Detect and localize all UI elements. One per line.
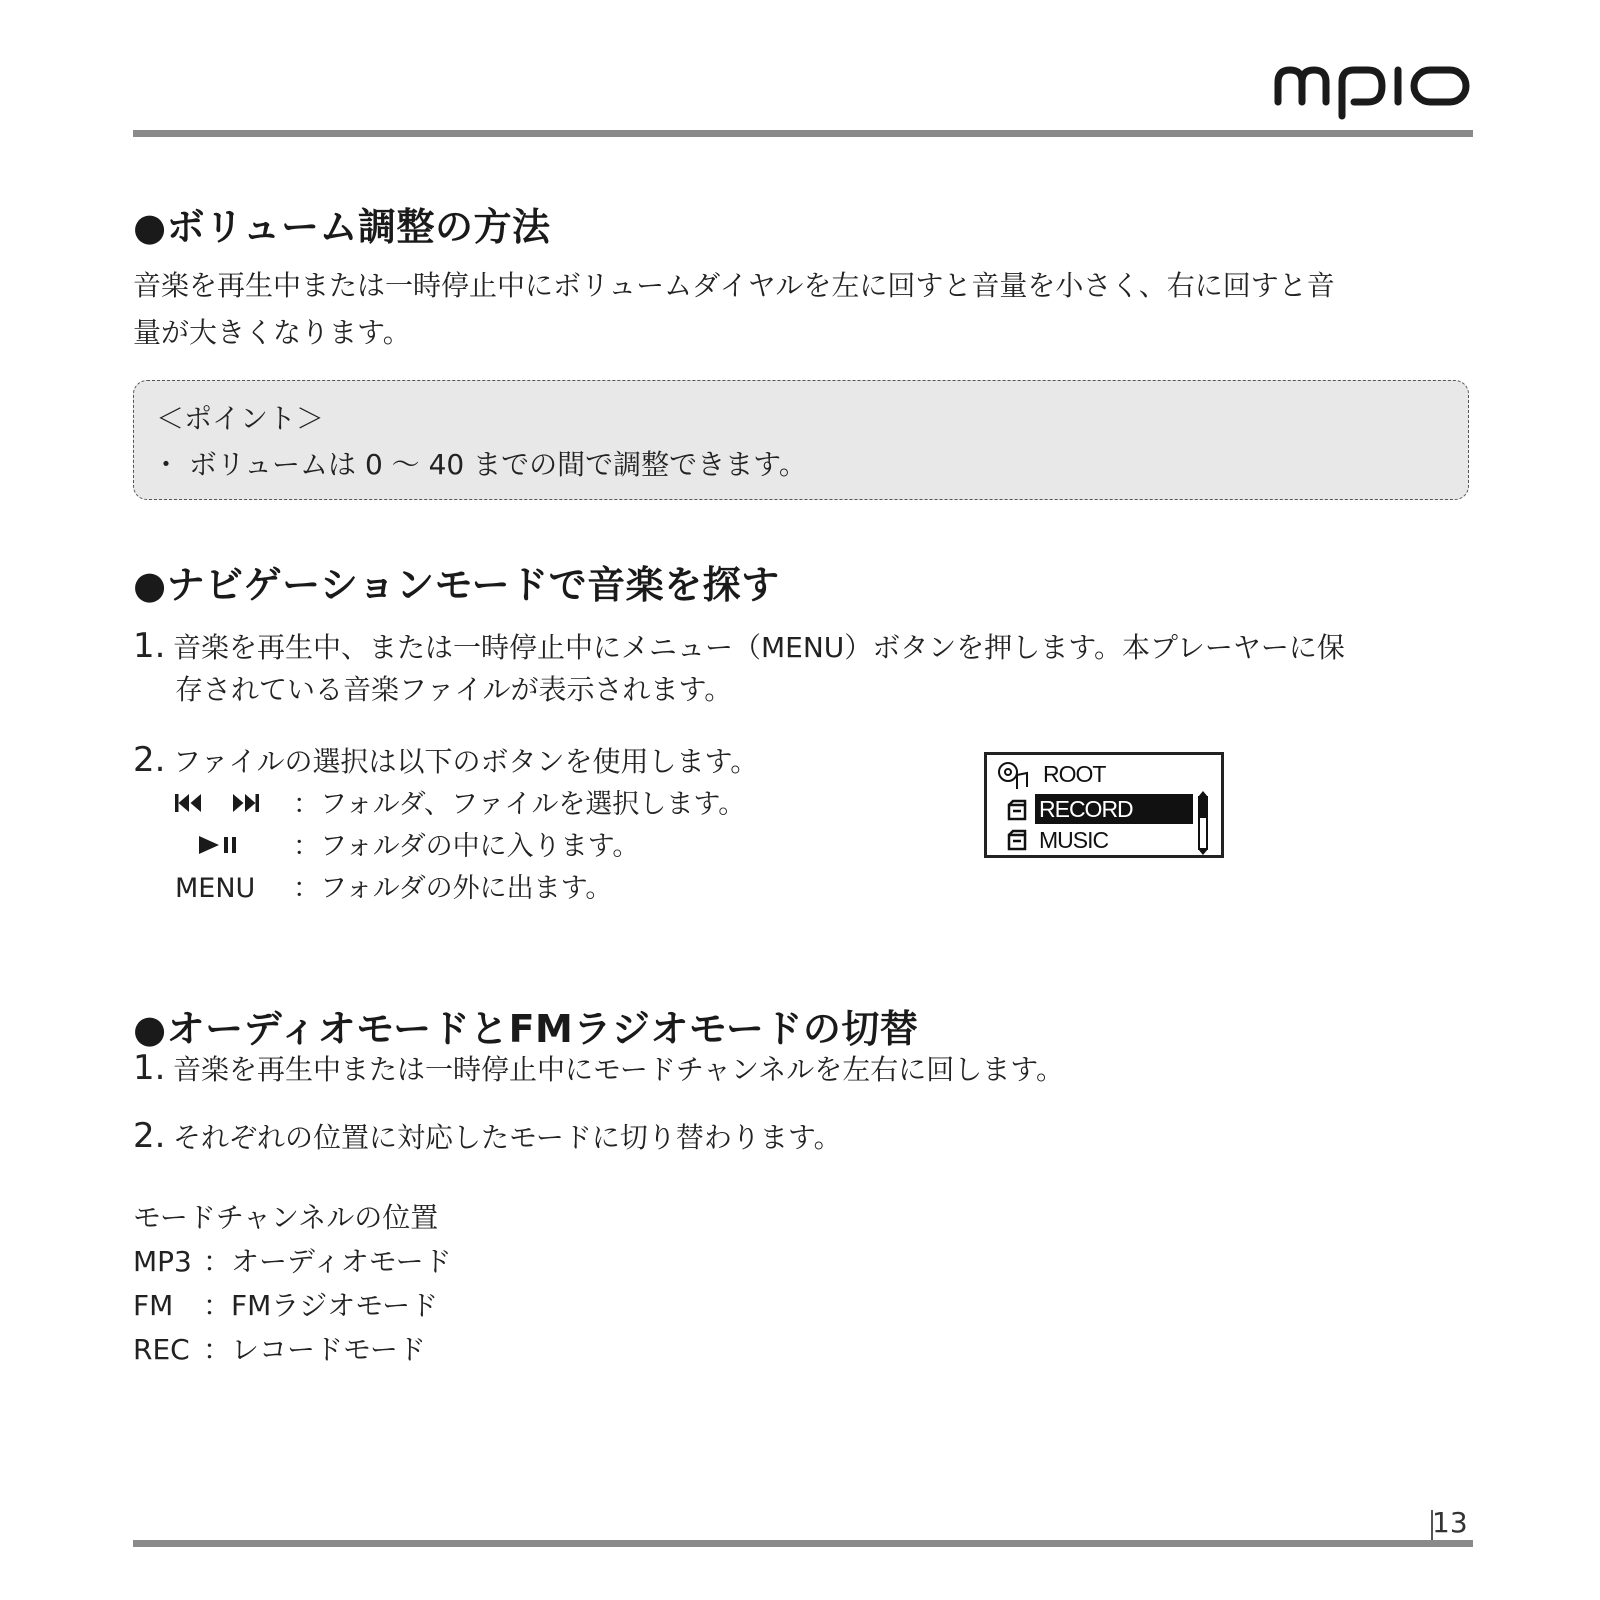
mpio-logo <box>1272 62 1472 122</box>
play-pause-icon <box>175 832 293 863</box>
point-title: ＜ポイント＞ <box>156 402 325 435</box>
lcd-item-root: ROOT <box>1043 761 1106 787</box>
mode-row-mp3 <box>133 1240 452 1280</box>
step-number: 2. <box>133 1116 166 1156</box>
point-box <box>133 380 1469 500</box>
play-pause-desc: ：フォルダの中に入ります。 <box>293 831 640 862</box>
step-text: ファイルの選択は以下のボタンを使用します。 <box>173 745 759 778</box>
scrollbar-icon <box>1197 791 1209 855</box>
volume-paragraph-line1: 音楽を再生中または一時停止中にボリュームダイヤルを左に回すと音量を小さく、右に回すと音 <box>133 269 1335 302</box>
footer-rule <box>133 1540 1473 1547</box>
mode-key: REC <box>133 1333 190 1366</box>
section-title-volume: ●ボリューム調整の方法 <box>133 205 551 249</box>
step-text: 音楽を再生中、または一時停止中にメニュー（MENU）ボタンを押します。本プレーヤーに保 <box>173 631 1345 664</box>
nav-step-1 <box>133 626 1345 666</box>
button-row-menu <box>175 866 612 905</box>
button-row-skip <box>175 782 745 821</box>
music-disc-icon <box>997 761 1031 791</box>
button-row-play <box>175 824 639 863</box>
lcd-item-record: RECORD <box>1039 796 1133 822</box>
mode-row-rec <box>133 1328 426 1368</box>
section-title-mode-switch: ●オーディオモードとFMラジオモードの切替 <box>133 1007 919 1051</box>
nav-step-2 <box>133 740 758 780</box>
folder-icon <box>1007 829 1027 851</box>
point-item: ・ ボリュームは 0 〜 40 までの間で調整できます。 <box>152 448 807 481</box>
mode-step-2 <box>133 1116 842 1156</box>
step-text: 音楽を再生中または一時停止中にモードチャンネルを左右に回します。 <box>173 1053 1064 1086</box>
folder-icon <box>1007 799 1027 821</box>
volume-paragraph <box>133 262 1335 356</box>
mode-heading: モードチャンネルの位置 <box>133 1201 439 1234</box>
lcd-item-music: MUSIC <box>1039 827 1109 853</box>
mode-desc: ：FMラジオモード <box>203 1289 439 1322</box>
step-number: 2. <box>133 740 166 780</box>
step-number: 1. <box>133 626 166 666</box>
skip-buttons-desc: ：フォルダ、ファイルを選択します。 <box>293 789 746 820</box>
mode-desc: ：オーディオモード <box>203 1245 452 1278</box>
step-text: それぞれの位置に対応したモードに切り替わります。 <box>173 1121 842 1154</box>
step-number: 1. <box>133 1048 166 1088</box>
header-rule <box>133 130 1473 137</box>
mode-step-1 <box>133 1048 1064 1088</box>
nav-step-1-cont: 存されている音楽ファイルが表示されます。 <box>175 673 733 706</box>
mode-key: FM <box>133 1289 174 1322</box>
menu-key-label: MENU <box>175 873 256 904</box>
mode-desc: ：レコードモード <box>203 1333 426 1366</box>
section-title-navigation: ●ナビゲーションモードで音楽を探す <box>133 563 780 607</box>
mode-key: MP3 <box>133 1245 192 1278</box>
page-number: 13 <box>1432 1506 1468 1539</box>
menu-key-desc: ：フォルダの外に出ます。 <box>293 873 613 904</box>
lcd-screen <box>984 752 1224 858</box>
skip-buttons-icon <box>175 790 293 821</box>
mode-row-fm <box>133 1284 438 1324</box>
volume-paragraph-line2: 量が大きくなります。 <box>133 316 411 349</box>
